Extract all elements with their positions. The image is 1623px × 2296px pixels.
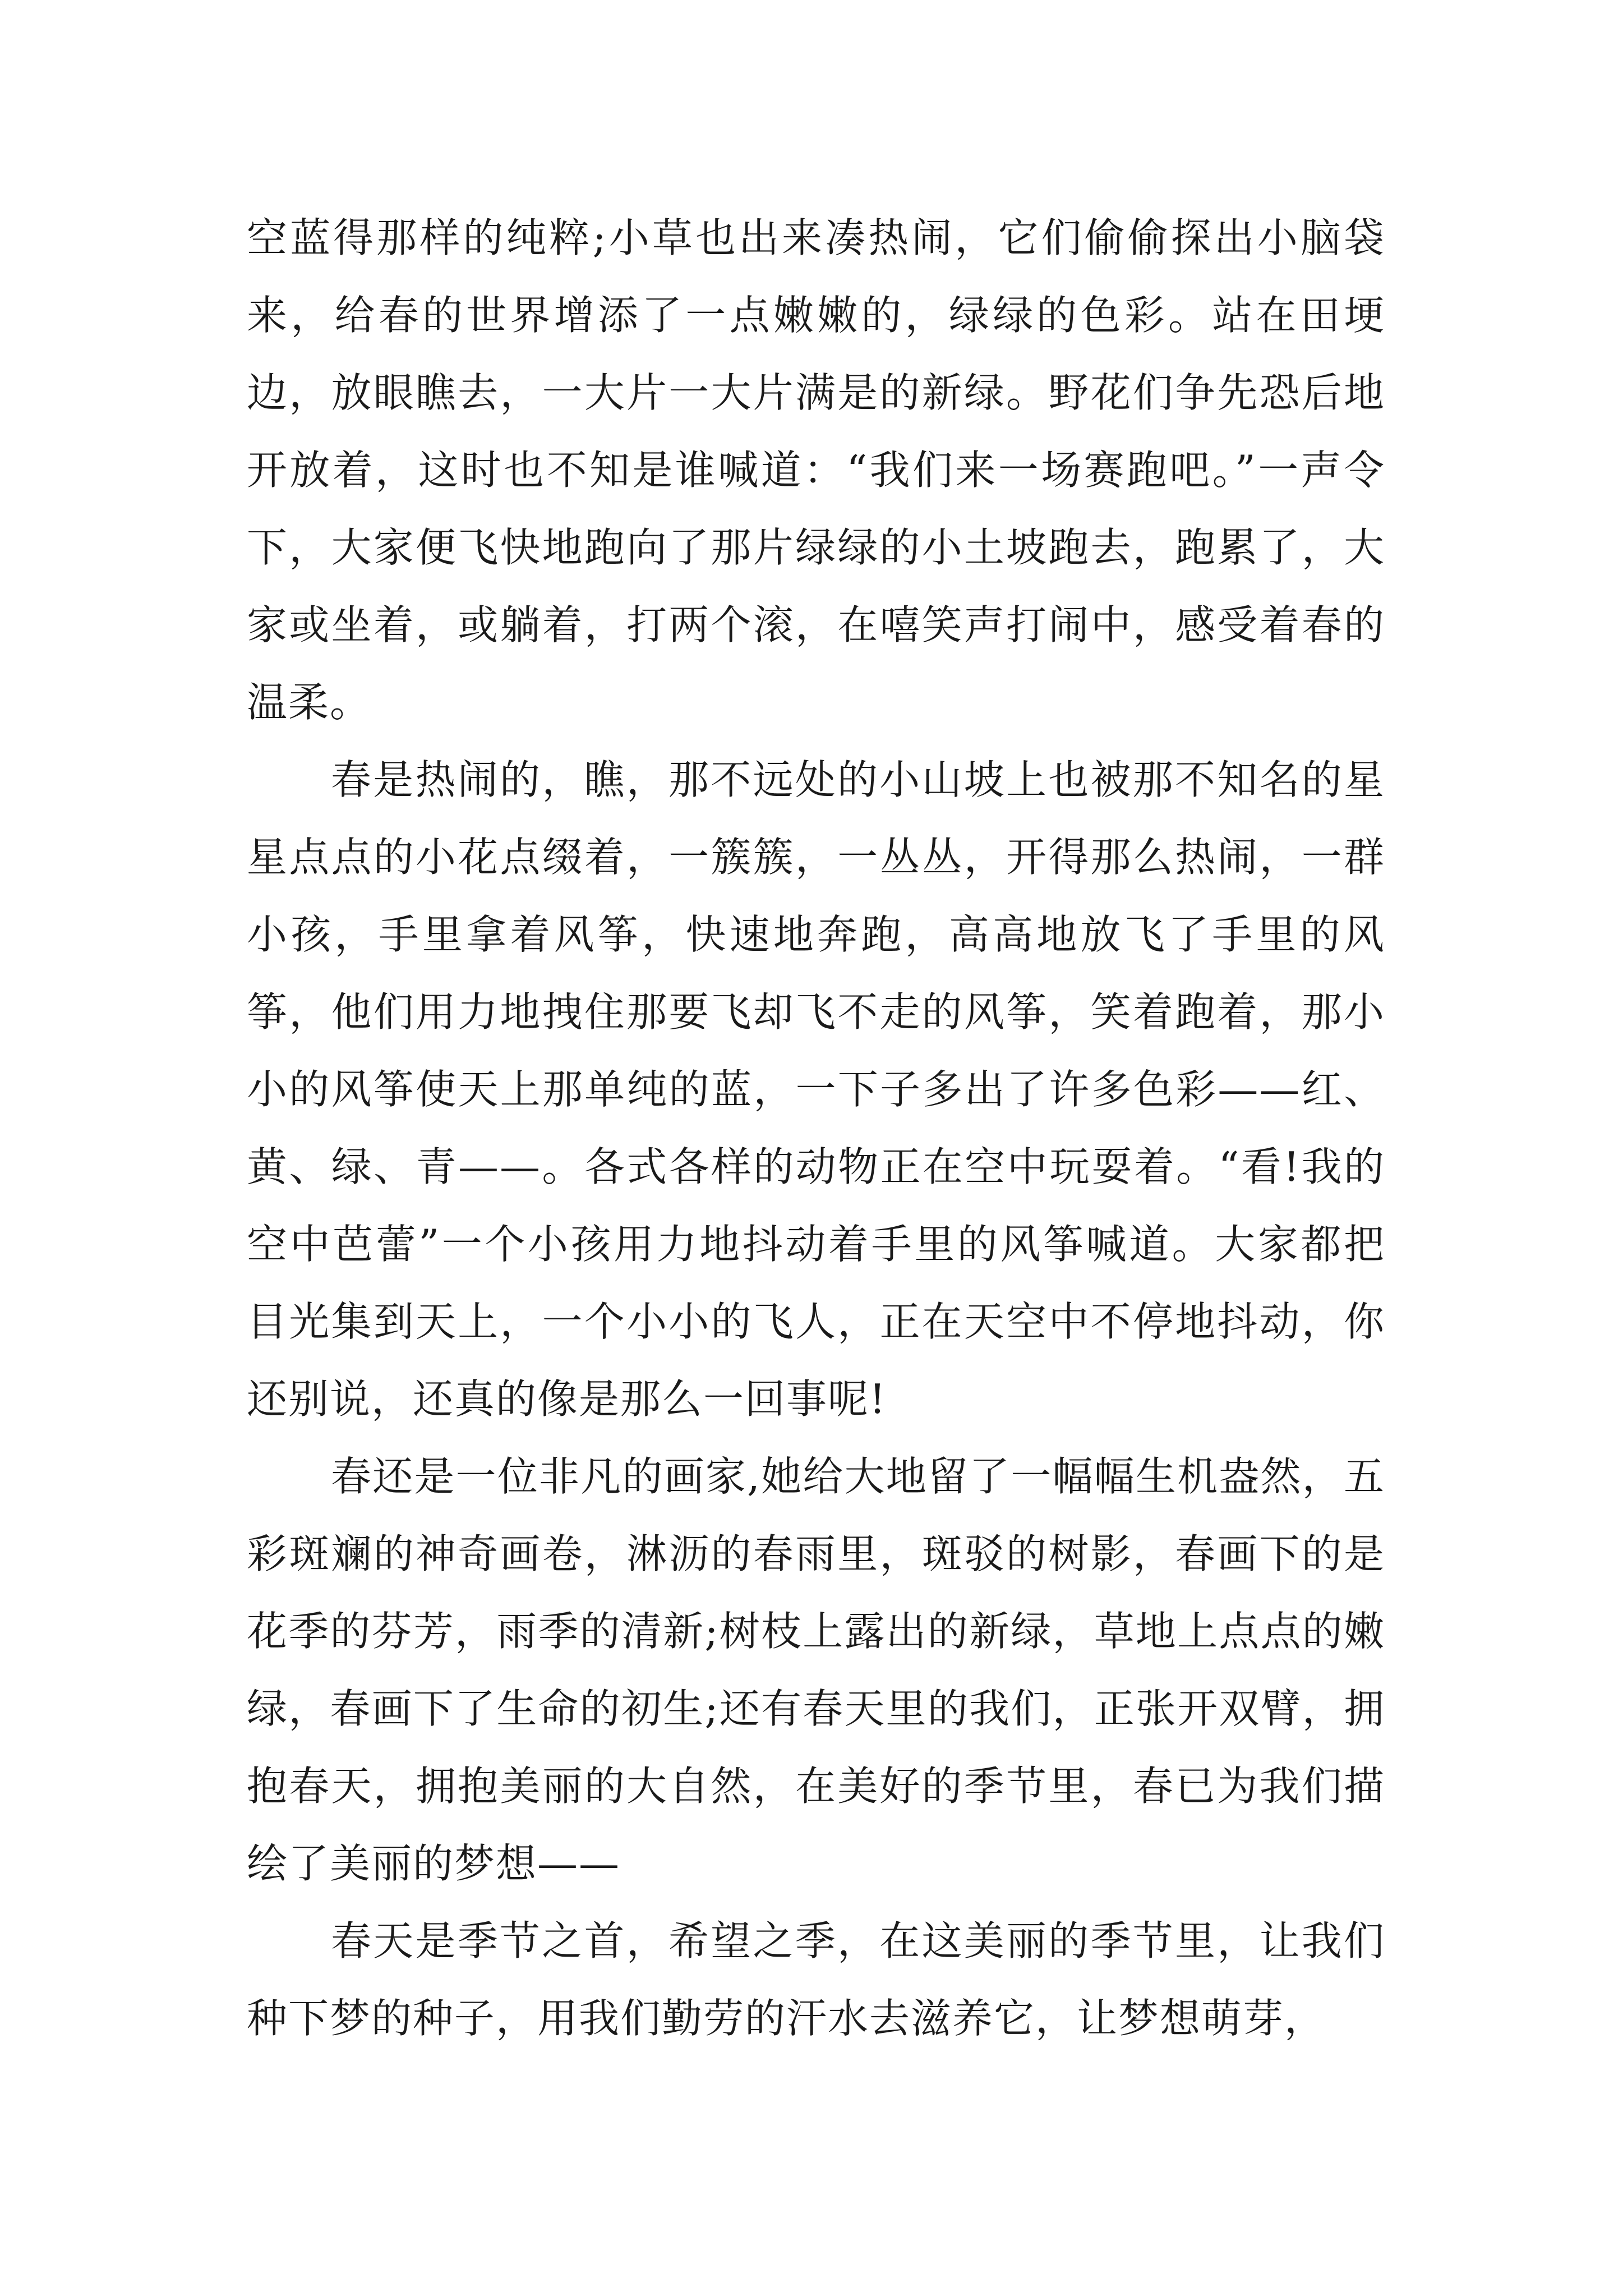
paragraph-3: 春还是一位非凡的画家,她给大地留了一幅幅生机盎然，五彩斑斓的神奇画卷，淋沥的春雨里，斑驳的树影，春画下的是花季的芬芳，雨季的清新;树枝上露出的新绿，草地上点点的嫩绿，春画下了生命的初生;还有春天里的我们，正张开双臂，拥抱春天，拥抱美丽的大自然，在美好的季节里，春已为我们描绘了美丽的梦想—— — [247, 1453, 1385, 1887]
paragraph-4: 春天是季节之首，希望之季，在这美丽的季节里，让我们种下梦的种子，用我们勤劳的汗水去滋养它，让梦想萌芽， — [247, 1917, 1385, 2042]
paragraph-1: 空蓝得那样的纯粹;小草也出来凑热闹，它们偷偷探出小脑袋来，给春的世界增添了一点嫩嫩的，绿绿的色彩。站在田埂边，放眼瞧去，一大片一大片满是的新绿。野花们争先恐后地开放着，这时也不知是谁喊道：“我们来一场赛跑吧。”一声令下，大家便飞快地跑向了那片绿绿的小土坡跑去，跑累了，大家或坐着，或躺着，打两个滚，在嘻笑声打闹中，感受着春的温柔。 — [247, 214, 1385, 726]
body-text — [247, 199, 1385, 2057]
paragraph-2: 春是热闹的，瞧，那不远处的小山坡上也被那不知名的星星点点的小花点缀着，一簇簇，一丛丛，开得那么热闹，一群小孩，手里拿着风筝，快速地奔跑，高高地放飞了手里的风筝，他们用力地拽住那要飞却飞不走的风筝，笑着跑着，那小小的风筝使天上那单纯的蓝，一下子多出了许多色彩——红、黄、绿、青——。各式各样的动物正在空中玩耍着。“看!我的空中芭蕾”一个小孩用力地抖动着手里的风筝喊道。大家都把目光集到天上，一个小小的飞人，正在天空中不停地抖动，你还别说，还真的像是那么一回事呢! — [247, 756, 1385, 1423]
